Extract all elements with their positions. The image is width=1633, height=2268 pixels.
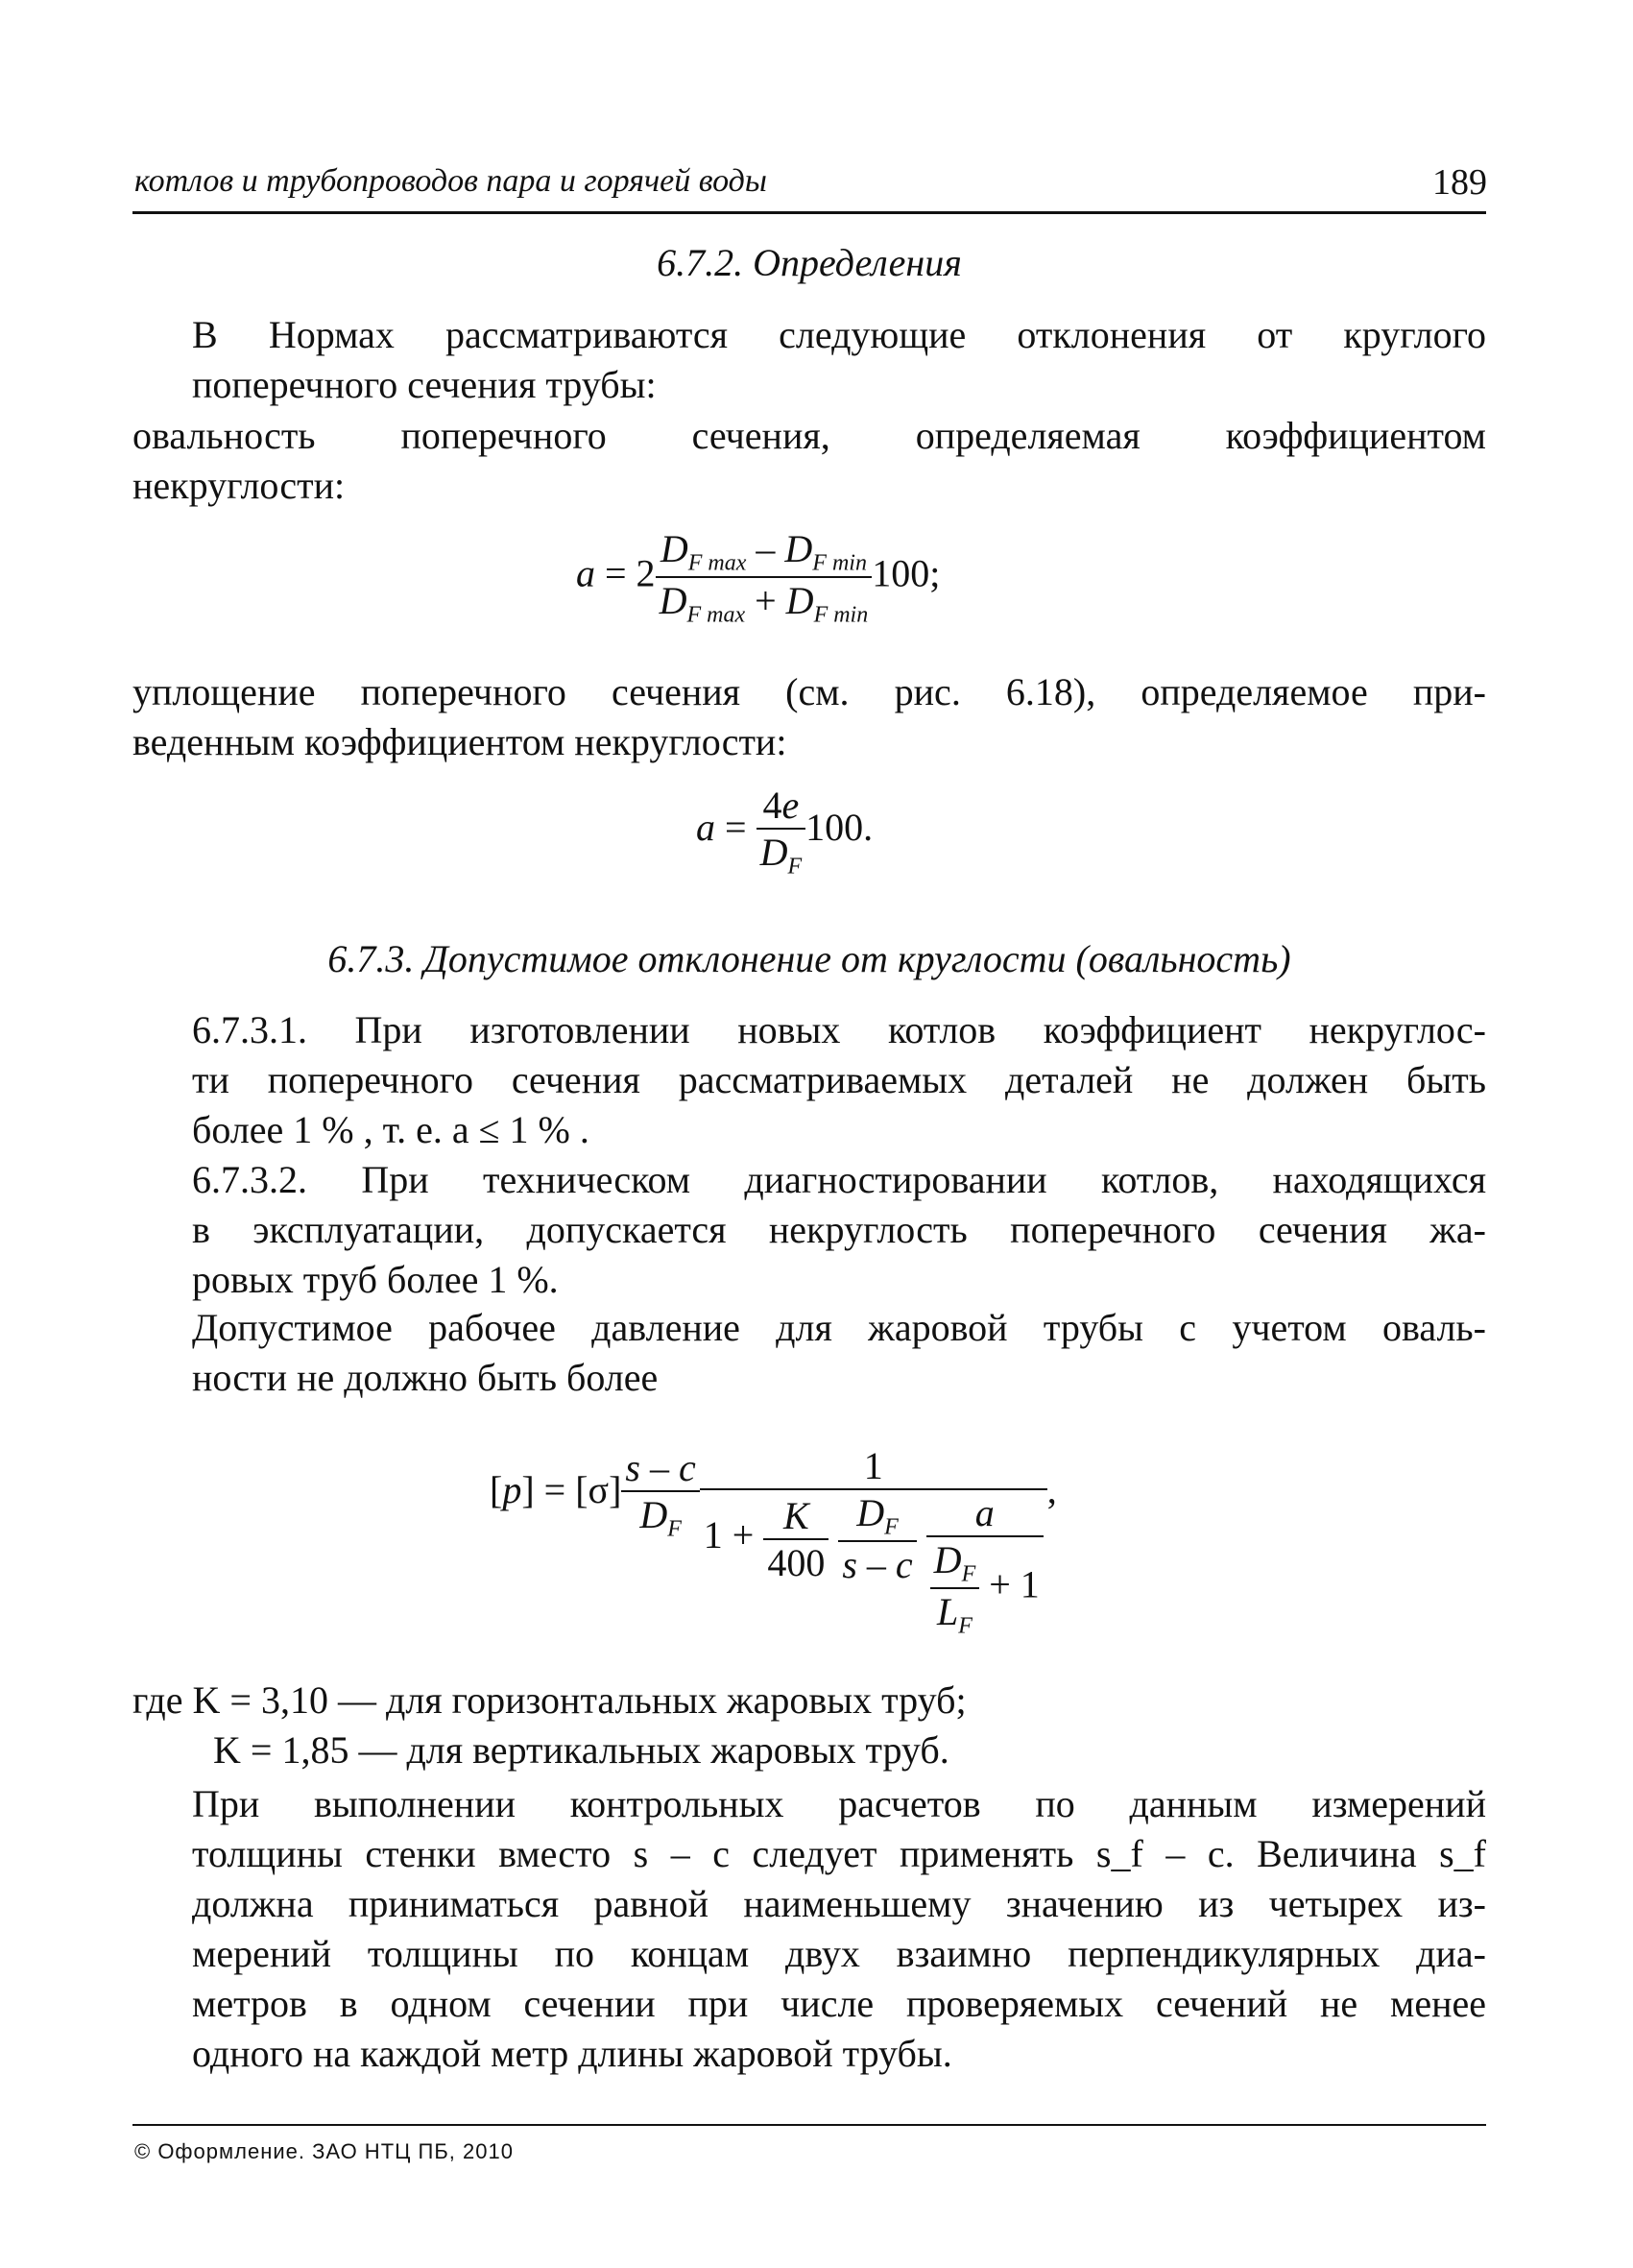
- text-line: метров в одном сечении при числе проверяемых сечений не менее: [192, 1982, 1486, 2025]
- paragraph-pressure: [132, 1303, 1486, 1403]
- copyright-notice: © Оформление. ЗАО НТЦ ПБ, 2010: [134, 2139, 514, 2163]
- paragraph-6-7-3-1: [132, 1005, 1486, 1155]
- text-line: мерений толщины по концам двух взаимно перпендикулярных диа-: [192, 1932, 1486, 1975]
- footer-rule: [132, 2124, 1486, 2126]
- text-line: толщины стенки вместо s – c следует применять s_f – c. Величина s_f: [192, 1832, 1486, 1875]
- formula-fraction-main: 1 1 + $\frac{K}{400}$ $\frac{D_F}{s - c}$ a $\frac{D_F}{L_F}$ + 1: [700, 1443, 1047, 1640]
- text-line: Допустимое рабочее давление для жаровой трубы с учетом оваль-: [192, 1306, 1486, 1349]
- formula-fraction: $\frac{D_F}{s - c}$: [838, 1490, 916, 1587]
- text-line: ности не должно быть более: [192, 1356, 659, 1399]
- formula-fraction: a $\frac{D_F}{L_F}$ + 1: [926, 1490, 1044, 1640]
- formula-fraction: $\frac{D_{F max} - D_{F min}}{D_{F max} + D_{F min}}$: [656, 526, 873, 629]
- text-line: некруглости:: [132, 464, 346, 507]
- paragraph-flattening: [132, 667, 1486, 767]
- text-line: должна приниматься равной наименьшему значению из четырех из-: [192, 1882, 1486, 1925]
- text-line: 6.7.3.1. При изготовлении новых котлов коэффициент некруглос-: [192, 1008, 1486, 1051]
- paragraph-ovality: [132, 411, 1486, 511]
- text-line: одного на каждой метр длины жаровой трубы.: [192, 2032, 952, 2075]
- header-rule: [132, 211, 1486, 214]
- text-line: В Нормах рассматриваются следующие отклонения от круглого: [192, 313, 1486, 356]
- text-line: овальность поперечного сечения, определяемая коэффициентом: [132, 414, 1486, 457]
- running-title: котлов и трубопроводов пара и горячей воды: [134, 163, 767, 199]
- formula-pressure: [p] = [σ] $\frac{s - c}{D_F}$ 1 1 + $\frac{K}{400}$ $\frac{D_F}{s - c}$ a $\frac{D_F}{L_F}$ + 1 ,: [490, 1444, 1057, 1639]
- text-line: ровых труб более 1 %.: [192, 1258, 559, 1301]
- text-line: в эксплуатации, допускается некруглость поперечного сечения жа-: [192, 1208, 1486, 1251]
- text-line: При выполнении контрольных расчетов по данным измерений: [192, 1782, 1486, 1825]
- paragraph-measurements: [132, 1779, 1486, 2079]
- formula-ovality: a = 2 $\frac{D_{F max} - D_{F min}}{D_{F max} + D_{F min}}$ 100;: [576, 527, 941, 628]
- paragraph-where-2: [213, 1725, 1486, 1775]
- formula-fraction: $\frac{D_F}{L_F}$: [930, 1537, 980, 1640]
- paragraph-where-1: [132, 1676, 1486, 1725]
- text-line: 6.7.3.2. При техническом диагностировании котлов, находящихся: [192, 1158, 1486, 1201]
- text-line: K = 1,85 — для вертикальных жаровых труб.: [213, 1728, 949, 1772]
- page-number: 189: [1432, 162, 1487, 203]
- text-line: ти поперечного сечения рассматриваемых деталей не должен быть: [192, 1058, 1486, 1101]
- text-line: веденным коэффициентом некруглости:: [132, 720, 787, 763]
- text-line: уплощение поперечного сечения (см. рис. 6.18), определяемое при-: [132, 670, 1486, 713]
- formula-fraction: $\frac{K}{400}$: [763, 1493, 829, 1585]
- paragraph-6-7-3-2: [132, 1155, 1486, 1305]
- text-line: поперечного сечения трубы:: [192, 363, 657, 406]
- formula-flattening: a = $\frac{4e}{D_F}$ 100.: [696, 784, 874, 880]
- text-line: более 1 % , т. е. a ≤ 1 % .: [192, 1108, 589, 1151]
- section-title-6-7-2: 6.7.2. Определения: [657, 241, 962, 284]
- formula-fraction: $\frac{s - c}{D_F}$: [621, 1445, 699, 1542]
- text-line: где K = 3,10 — для горизонтальных жаровых труб;: [132, 1678, 967, 1722]
- formula-fraction: $\frac{4e}{D_F}$: [756, 783, 806, 880]
- paragraph-intro: [132, 310, 1486, 410]
- section-title-6-7-3: 6.7.3. Допустимое отклонение от круглости (овальность): [327, 937, 1291, 980]
